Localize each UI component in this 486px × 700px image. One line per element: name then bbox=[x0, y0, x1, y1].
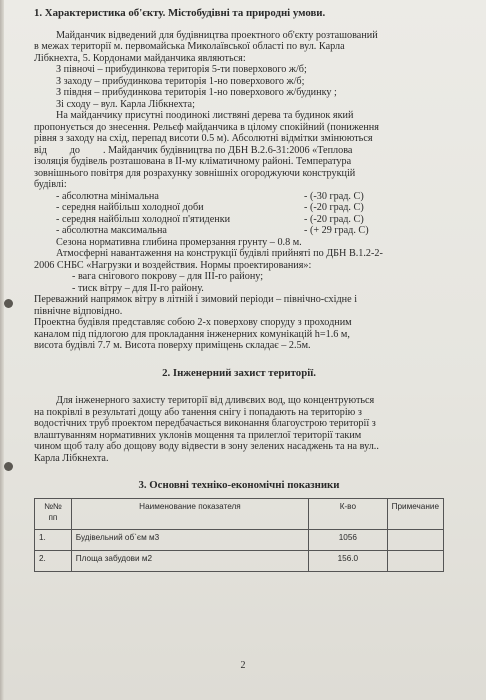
climate-row bbox=[34, 191, 444, 203]
climate-label: - абсолютна максимальна bbox=[56, 225, 167, 236]
text-line: каналом під підлогою для прокладання інженерних комунікацій h=1.6 м, bbox=[34, 328, 350, 340]
table-cell: 2. bbox=[35, 550, 72, 571]
climate-label: - абсолютна мінімальна bbox=[56, 190, 159, 202]
border-south: З півдня – прибудинкова територія 1-но поверхового ж/будинку ; bbox=[56, 87, 337, 98]
table-cell: 1. bbox=[35, 529, 72, 550]
table-cell: Будівельний об`єм м3 bbox=[71, 529, 308, 550]
table-cell: 156.0 bbox=[309, 550, 388, 571]
load-item: - вага снігового покрову – для ІІІ-го району; bbox=[72, 271, 264, 282]
punch-hole bbox=[4, 299, 13, 308]
text-line: в межах території м. первомайська Миколаївської області по вул. Карла bbox=[34, 41, 345, 52]
border-east: Зі сходу – вул. Карла Лібкнехта; bbox=[56, 98, 195, 110]
indicators-table bbox=[34, 498, 444, 572]
climate-value: - (-20 град. С) bbox=[304, 202, 364, 213]
page-number: 2 bbox=[240, 660, 246, 671]
text-line: будівлі: bbox=[34, 179, 67, 190]
section-3-title: 3. Основні техніко-економічні показники bbox=[138, 479, 340, 491]
table-cell bbox=[387, 529, 443, 550]
text-line: Переважний напрямок вітру в літній і зимовий періоди – північно-східне і bbox=[34, 294, 358, 305]
text-line: 2006 СНБС «Нагрузки и воздействия. Нормы проектирования»: bbox=[34, 259, 312, 271]
text-line: висота будівлі 7.7 м. Висота поверху приміщень складає – 2.5м. bbox=[34, 340, 311, 351]
text-line: північне відповідно. bbox=[34, 305, 123, 317]
climate-value: - (+ 29 град. С) bbox=[304, 225, 369, 236]
table-row bbox=[35, 550, 444, 571]
table-header-cell: Наименование показателя bbox=[71, 498, 308, 529]
text-line: влаштуванням нормативних уклонів мощення та прилеглої території таким bbox=[34, 429, 362, 441]
text-line: рівня з заходу на схід, перепад висоти 0.5 м). Абсолютні відмітки змінюються bbox=[34, 133, 373, 144]
text-line: зовнішнього повітря для розрахунку зовнішніх огороджуючи конструкцій bbox=[34, 167, 356, 179]
text-line: пропонується до знесення. Рельєф майданчика в цілому спокійний (пониження bbox=[34, 121, 379, 133]
table-header-cell: №№ пп bbox=[35, 498, 72, 529]
text-line: ізоляція будівель розташована в ІІ-му кліматичному районі. Температура bbox=[34, 156, 352, 167]
text-line: від до . Майданчик будівництва по ДБН В.2.6-31:2006 «Теплова bbox=[34, 144, 353, 156]
load-item-text: вага снігового покрову – для ІІІ-го району; bbox=[77, 271, 264, 282]
section-2-title: 2. Інженерний захист території. bbox=[162, 366, 316, 379]
table-header-cell: К-во bbox=[309, 498, 388, 529]
page-fold-shadow bbox=[0, 0, 4, 700]
text-line: Проектна будівля представляє собою 2-х поверхову споруду з проходним bbox=[34, 317, 352, 328]
table-cell: Площа забудови м2 bbox=[71, 550, 308, 571]
climate-row bbox=[34, 202, 444, 214]
border-west: З заходу – прибудинкова територія 1-но поверхового ж/б; bbox=[56, 75, 305, 87]
climate-row bbox=[34, 214, 444, 226]
text-line: Лібкнехта, 5. Кордонами майданчика являються: bbox=[34, 52, 246, 64]
table-header-cell: Примечание bbox=[387, 498, 443, 529]
frost-depth-line: Сезона нормативна глибина промерзання грунту – 0.8 м. bbox=[56, 236, 302, 248]
border-north: З півночі – прибудинкова територія 5-ти поверхового ж/б; bbox=[56, 64, 307, 75]
text-line: Для інженерного захисту території від дливєвих вод, що концентруються bbox=[56, 395, 375, 406]
load-item-text: тиск вітру – для ІІ-го району. bbox=[77, 282, 204, 294]
section-1-title: 1. Характеристика об'єкту. Містобудівні та природні умови. bbox=[34, 7, 326, 19]
climate-label: - середня найбільш холодної п'ятиденки bbox=[56, 213, 231, 225]
climate-value: - (-30 град. С) bbox=[304, 190, 364, 202]
table-cell bbox=[387, 550, 443, 571]
text-line: Атмосферні навантаження на конструкції будівлі прийняті по ДБН В.1.2-2- bbox=[56, 248, 383, 259]
climate-row bbox=[34, 225, 444, 237]
text-line: Карла Лібкнехта. bbox=[34, 452, 109, 464]
punch-hole bbox=[4, 462, 13, 471]
text-line: чином щоб талу або дощову воду відвести в зону зелених насаджень та на вул.. bbox=[34, 441, 379, 452]
text-line: на покрівлі в результаті дощу або танення снігу і попадають на територію з bbox=[34, 406, 362, 418]
text-line: Майданчик відведений для будівництва проектного об'єкту розташований bbox=[56, 29, 378, 41]
text-line: На майданчику присутні поодинокі листвяні дерева та будинок який bbox=[56, 110, 354, 121]
climate-label: - середня найбільш холодної доби bbox=[56, 202, 204, 213]
climate-value: - (-20 град. С) bbox=[304, 213, 364, 225]
table-row bbox=[35, 529, 444, 550]
text-line: водостічних труб проектом передбачається виконання благоустрою території з bbox=[34, 418, 376, 429]
table-cell: 1056 bbox=[309, 529, 388, 550]
page-content bbox=[34, 8, 444, 572]
load-item: - тиск вітру – для ІІ-го району. bbox=[72, 282, 204, 294]
table-header-row bbox=[35, 498, 444, 529]
